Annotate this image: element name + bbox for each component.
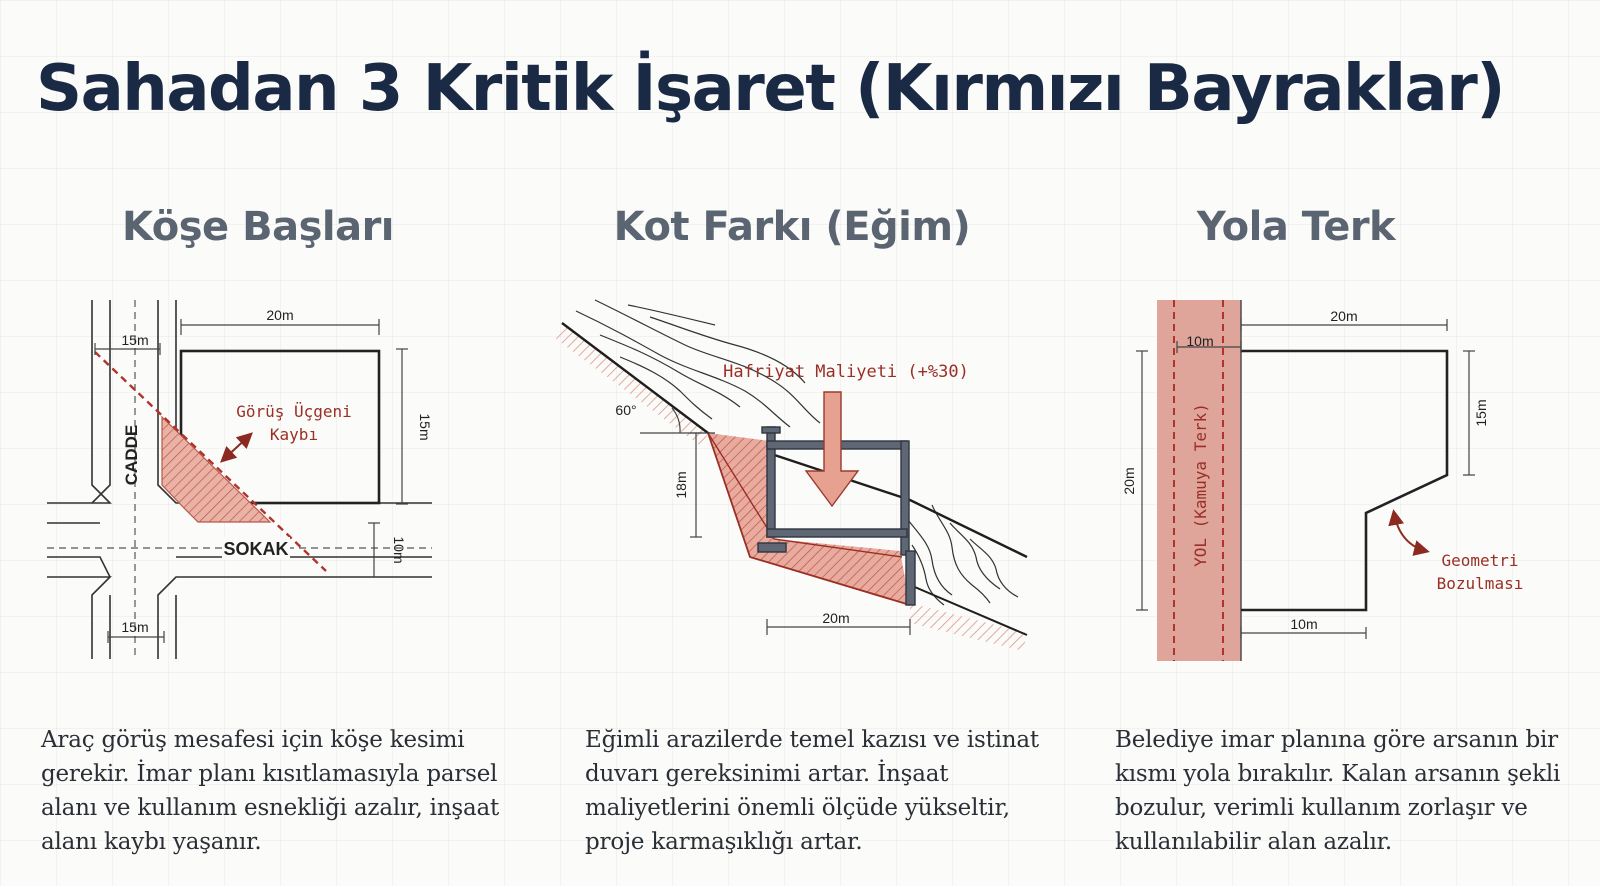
corner-lot-diagram (0, 295, 520, 675)
panel-description: Araç görüş mesafesi için köşe kesimi gerekir. İmar planı kısıtlamasıyla parsel alanı ve kullanım esnekliği azalır, inşaat alanı kaybı yaşanır. (41, 727, 500, 855)
street-label: SOKAK (223, 539, 289, 559)
dim-label-right: 15m (417, 413, 433, 441)
double-arrow-icon (223, 435, 250, 460)
page-title: Sahadan 3 Kritik İşaret (Kırmızı Bayraklar) (36, 52, 1504, 126)
road-cession-diagram (1060, 295, 1580, 675)
panel-heading: Köşe Başları (121, 204, 395, 250)
panel-heading: Yola Terk (1196, 204, 1396, 250)
annotation-line-2: Kaybı (269, 425, 319, 444)
road-label: YOL (Kamuya Terk) (1191, 403, 1210, 567)
panel-corner-lots (0, 0, 520, 886)
annotation-line-1: Geometri (1441, 551, 1519, 570)
dim-label-left: 15m (121, 332, 149, 348)
dim-label-street: 10m (391, 536, 407, 564)
angle-label: 60° (615, 402, 637, 418)
dim-label-top: 20m (1330, 308, 1358, 324)
annotation-line-1: Görüş Üçgeni (236, 402, 352, 421)
panel-road-cession (1060, 0, 1580, 886)
curved-arrow-icon (1394, 513, 1426, 551)
avenue-label: CADDE (122, 424, 141, 486)
width-dim-label: 20m (822, 610, 850, 626)
dim-label-bottom: 15m (121, 619, 149, 635)
road-width-label: 10m (1186, 333, 1214, 349)
panel-slope (540, 0, 1060, 886)
panel-heading: Kot Farkı (Eğim) (613, 204, 971, 250)
height-dim-label: 18m (673, 471, 689, 499)
slope-diagram (540, 295, 1060, 675)
panel-description: Eğimli arazilerde temel kazısı ve istinat duvarı gereksinimi artar. İnşaat maliyetlerini önemli ölçüde yükseltir, proje karmaşıklığı artar. (585, 727, 1039, 855)
cost-label: Hafriyat Maliyeti (+%30) (723, 362, 969, 382)
annotation-line-2: Bozulması (1436, 574, 1524, 593)
panel-description: Belediye imar planına göre arsanın bir kısmı yola bırakılır. Kalan arsanın şekli bozulur, verimli kullanım zorlaşır ve kullanılabilir alan azalır. (1115, 727, 1561, 855)
dim-label-right: 15m (1473, 399, 1489, 427)
dim-label-top: 20m (266, 307, 294, 323)
dim-label-left: 20m (1121, 467, 1137, 495)
dim-label-bottom: 10m (1290, 616, 1318, 632)
